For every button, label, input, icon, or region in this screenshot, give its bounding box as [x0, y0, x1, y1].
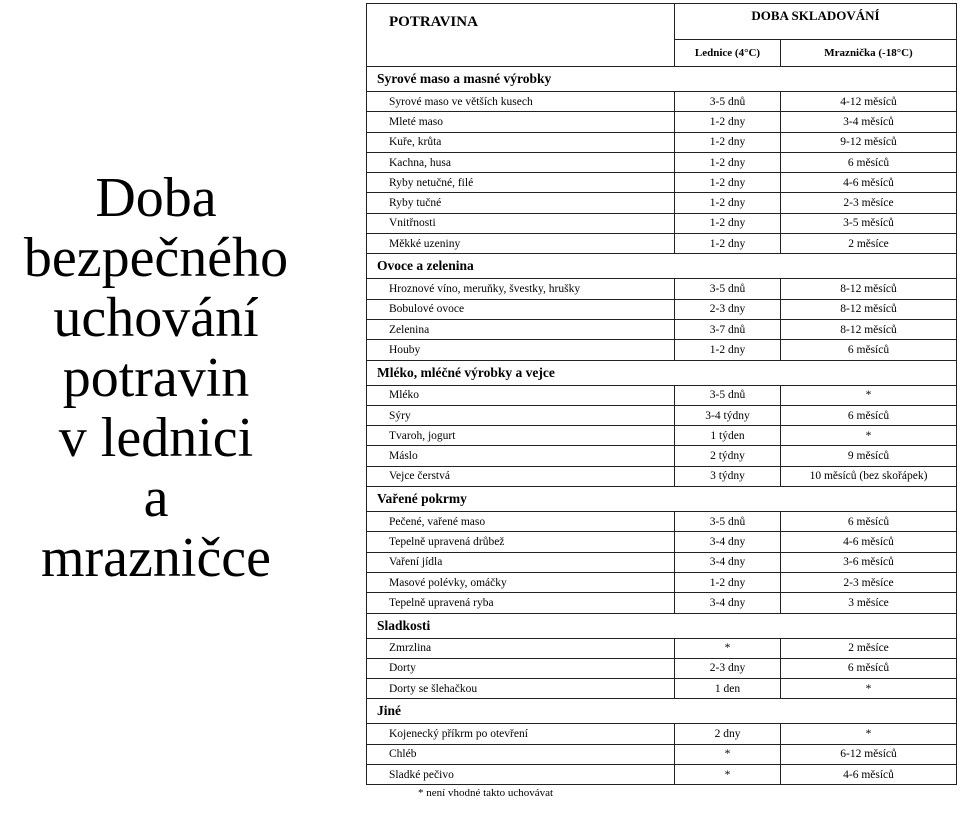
- food-cell: Zmrzlina: [367, 638, 675, 658]
- header-storage-time: DOBA SKLADOVÁNÍ: [675, 4, 957, 40]
- freezer-cell: 2-3 měsíce: [781, 193, 957, 213]
- fridge-cell: 3-7 dnů: [675, 319, 781, 339]
- footnote: * není vhodné takto uchovávat: [418, 787, 554, 800]
- fridge-cell: 3-4 dny: [675, 552, 781, 572]
- fridge-cell: 3-5 dnů: [675, 385, 781, 405]
- fridge-cell: 2 týdny: [675, 446, 781, 466]
- food-cell: Vaření jídla: [367, 552, 675, 572]
- food-cell: Dorty se šlehačkou: [367, 679, 675, 699]
- fridge-cell: 3-5 dnů: [675, 512, 781, 532]
- freezer-cell: 6 měsíců: [781, 405, 957, 425]
- fridge-cell: 1 den: [675, 679, 781, 699]
- fridge-cell: 1 týden: [675, 426, 781, 446]
- table-row: [367, 173, 957, 193]
- food-cell: Kojenecký příkrm po otevření: [367, 724, 675, 744]
- category-label: Ovoce a zelenina: [367, 254, 957, 279]
- freezer-cell: 6 měsíců: [781, 152, 957, 172]
- food-cell: Syrové maso ve větších kusech: [367, 92, 675, 112]
- table-row: [367, 193, 957, 213]
- storage-table: [366, 3, 957, 785]
- category-row: [367, 699, 957, 724]
- category-row: [367, 254, 957, 279]
- fridge-cell: 3-4 týdny: [675, 405, 781, 425]
- table-row: [367, 112, 957, 132]
- freezer-cell: *: [781, 426, 957, 446]
- header-fridge: Lednice (4°C): [675, 39, 781, 66]
- food-cell: Dorty: [367, 658, 675, 678]
- table-row: [367, 152, 957, 172]
- freezer-cell: 6 měsíců: [781, 512, 957, 532]
- fridge-cell: 3-4 dny: [675, 593, 781, 613]
- food-cell: Ryby tučné: [367, 193, 675, 213]
- food-cell: Sýry: [367, 405, 675, 425]
- freezer-cell: 2-3 měsíce: [781, 572, 957, 592]
- freezer-cell: 3-5 měsíců: [781, 213, 957, 233]
- fridge-cell: 2-3 dny: [675, 299, 781, 319]
- freezer-cell: 3-6 měsíců: [781, 552, 957, 572]
- freezer-cell: 8-12 měsíců: [781, 319, 957, 339]
- food-cell: Máslo: [367, 446, 675, 466]
- title-line: v lednici: [58, 407, 254, 469]
- food-cell: Masové polévky, omáčky: [367, 572, 675, 592]
- freezer-cell: 4-6 měsíců: [781, 765, 957, 785]
- food-cell: Mleté maso: [367, 112, 675, 132]
- category-label: Mléko, mléčné výrobky a vejce: [367, 360, 957, 385]
- freezer-cell: 9-12 měsíců: [781, 132, 957, 152]
- table-row: [367, 658, 957, 678]
- fridge-cell: *: [675, 744, 781, 764]
- food-cell: Chléb: [367, 744, 675, 764]
- category-label: Vařené pokrmy: [367, 487, 957, 512]
- table-row: [367, 572, 957, 592]
- freezer-cell: *: [781, 679, 957, 699]
- category-row: [367, 613, 957, 638]
- fridge-cell: 1-2 dny: [675, 193, 781, 213]
- food-cell: Tvaroh, jogurt: [367, 426, 675, 446]
- fridge-cell: *: [675, 638, 781, 658]
- fridge-cell: 1-2 dny: [675, 173, 781, 193]
- freezer-cell: 2 měsíce: [781, 234, 957, 254]
- table-row: [367, 340, 957, 360]
- freezer-cell: *: [781, 724, 957, 744]
- fridge-cell: 1-2 dny: [675, 112, 781, 132]
- food-cell: Zelenina: [367, 319, 675, 339]
- food-cell: Kachna, husa: [367, 152, 675, 172]
- table-row: [367, 213, 957, 233]
- category-row: [367, 67, 957, 92]
- slide-title: [0, 168, 312, 588]
- freezer-cell: 8-12 měsíců: [781, 299, 957, 319]
- food-cell: Vnitřnosti: [367, 213, 675, 233]
- fridge-cell: 2 dny: [675, 724, 781, 744]
- title-line: uchování: [53, 287, 259, 349]
- food-cell: Měkké uzeniny: [367, 234, 675, 254]
- fridge-cell: *: [675, 765, 781, 785]
- food-cell: Vejce čerstvá: [367, 466, 675, 486]
- storage-table-container: [366, 3, 956, 799]
- category-row: [367, 360, 957, 385]
- fridge-cell: 1-2 dny: [675, 234, 781, 254]
- freezer-cell: 4-6 měsíců: [781, 532, 957, 552]
- table-row: [367, 132, 957, 152]
- food-cell: Sladké pečivo: [367, 765, 675, 785]
- fridge-cell: 3-5 dnů: [675, 279, 781, 299]
- table-row: [367, 744, 957, 764]
- fridge-cell: 2-3 dny: [675, 658, 781, 678]
- freezer-cell: 4-6 měsíců: [781, 173, 957, 193]
- food-cell: Tepelně upravená drůbež: [367, 532, 675, 552]
- title-line: bezpečného: [23, 227, 289, 289]
- table-body: [367, 67, 957, 785]
- freezer-cell: 2 měsíce: [781, 638, 957, 658]
- food-cell: Mléko: [367, 385, 675, 405]
- food-cell: Bobulové ovoce: [367, 299, 675, 319]
- table-row: [367, 552, 957, 572]
- freezer-cell: *: [781, 385, 957, 405]
- category-row: [367, 487, 957, 512]
- table-row: [367, 724, 957, 744]
- table-row: [367, 405, 957, 425]
- table-row: [367, 426, 957, 446]
- food-cell: Kuře, krůta: [367, 132, 675, 152]
- freezer-cell: 9 měsíců: [781, 446, 957, 466]
- fridge-cell: 1-2 dny: [675, 132, 781, 152]
- freezer-cell: 3-4 měsíců: [781, 112, 957, 132]
- freezer-cell: 10 měsíců (bez skořápek): [781, 466, 957, 486]
- title-line: a: [143, 467, 169, 529]
- table-row: [367, 299, 957, 319]
- header-freezer: Mraznička (-18°C): [781, 39, 957, 66]
- category-label: Sladkosti: [367, 613, 957, 638]
- fridge-cell: 3-5 dnů: [675, 92, 781, 112]
- freezer-cell: 4-12 měsíců: [781, 92, 957, 112]
- fridge-cell: 1-2 dny: [675, 340, 781, 360]
- table-row: [367, 638, 957, 658]
- table-row: [367, 92, 957, 112]
- food-cell: Hroznové víno, meruňky, švestky, hrušky: [367, 279, 675, 299]
- freezer-cell: 6 měsíců: [781, 340, 957, 360]
- table-row: [367, 319, 957, 339]
- food-cell: Pečené, vařené maso: [367, 512, 675, 532]
- food-cell: Ryby netučné, filé: [367, 173, 675, 193]
- fridge-cell: 1-2 dny: [675, 213, 781, 233]
- food-cell: Houby: [367, 340, 675, 360]
- fridge-cell: 1-2 dny: [675, 572, 781, 592]
- table-row: [367, 679, 957, 699]
- table-row: [367, 279, 957, 299]
- table-row: [367, 234, 957, 254]
- header-food: POTRAVINA: [367, 4, 675, 67]
- category-label: Jiné: [367, 699, 957, 724]
- table-row: [367, 593, 957, 613]
- freezer-cell: 6 měsíců: [781, 658, 957, 678]
- table-row: [367, 512, 957, 532]
- freezer-cell: 6-12 měsíců: [781, 744, 957, 764]
- freezer-cell: 3 měsíce: [781, 593, 957, 613]
- table-row: [367, 385, 957, 405]
- fridge-cell: 3-4 dny: [675, 532, 781, 552]
- table-row: [367, 446, 957, 466]
- food-cell: Tepelně upravená ryba: [367, 593, 675, 613]
- table-row: [367, 532, 957, 552]
- fridge-cell: 3 týdny: [675, 466, 781, 486]
- title-line: potravin: [62, 347, 250, 409]
- freezer-cell: 8-12 měsíců: [781, 279, 957, 299]
- category-label: Syrové maso a masné výrobky: [367, 67, 957, 92]
- table-row: [367, 466, 957, 486]
- fridge-cell: 1-2 dny: [675, 152, 781, 172]
- title-line: Doba: [95, 167, 217, 229]
- title-line: mrazničce: [40, 527, 272, 589]
- table-row: [367, 765, 957, 785]
